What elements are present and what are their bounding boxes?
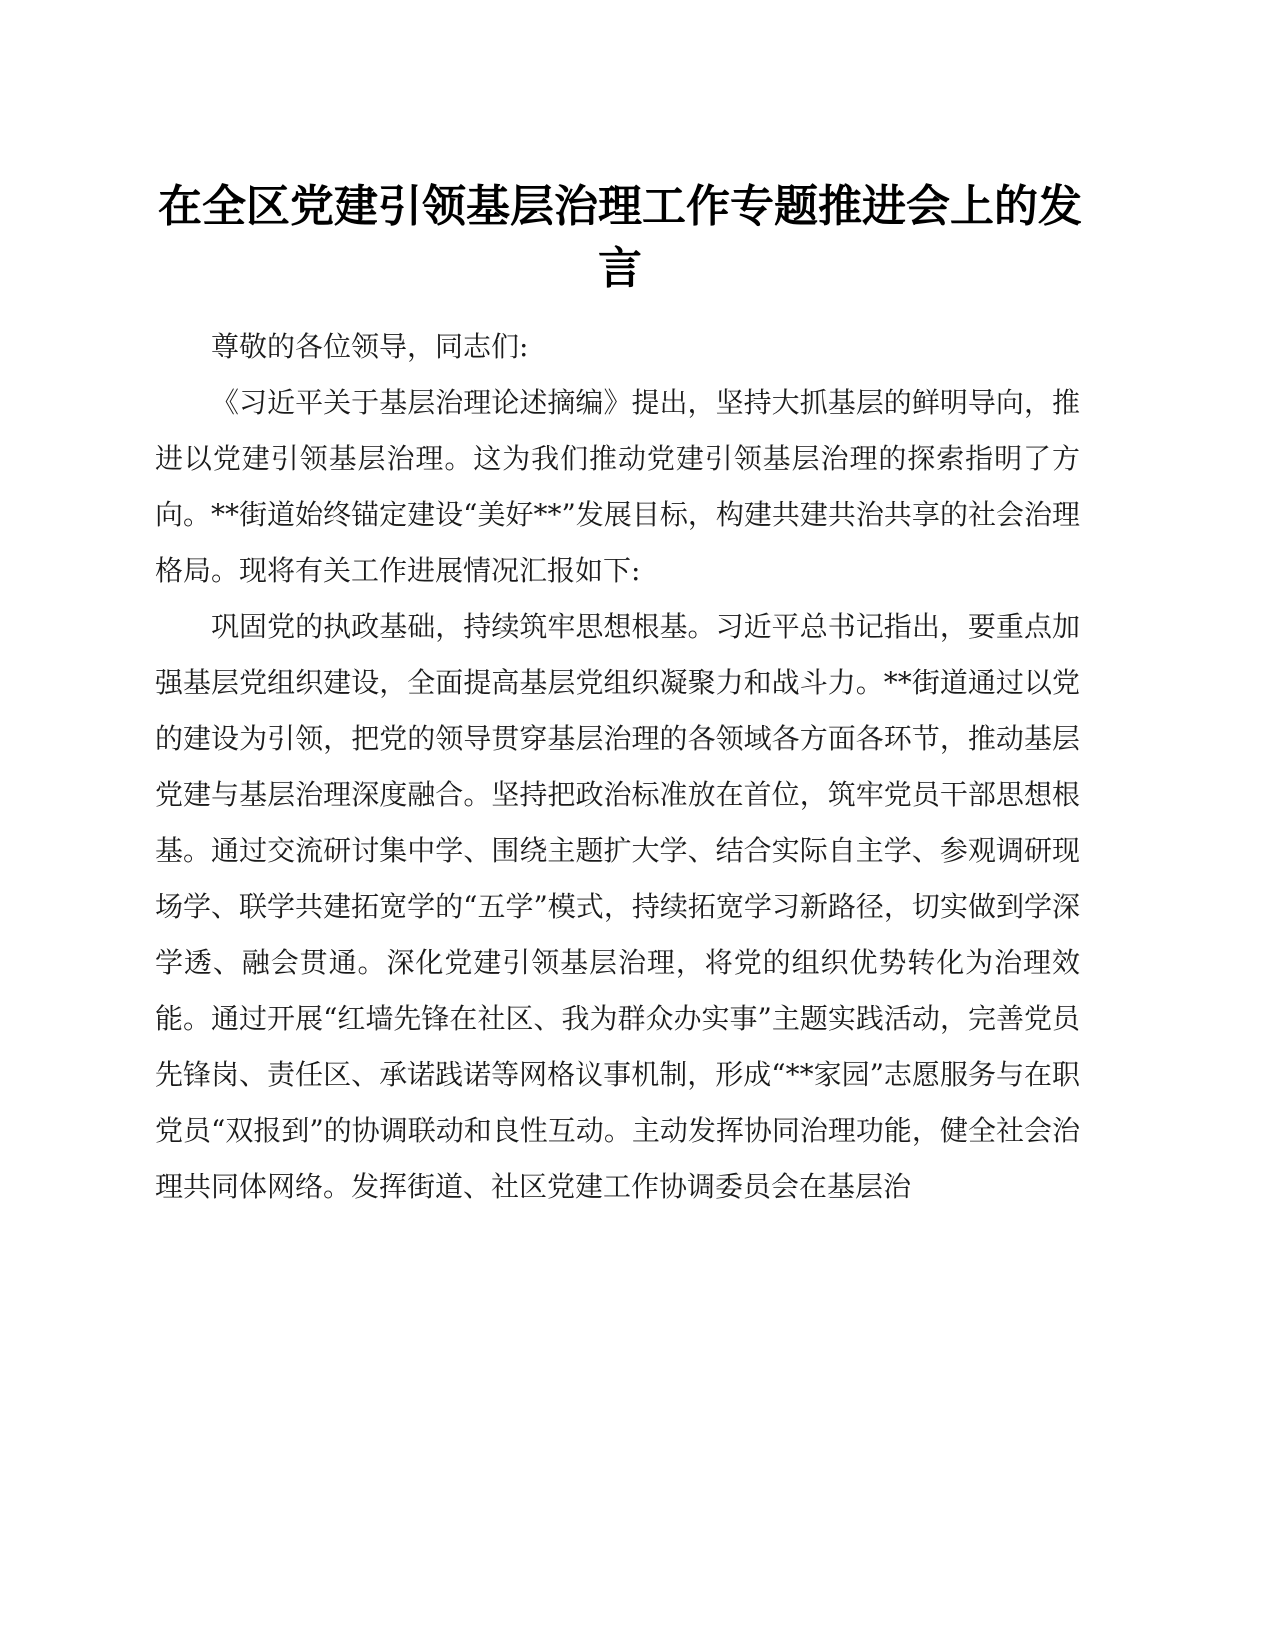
document-body: [155, 319, 1080, 1215]
salutation: 尊敬的各位领导，同志们:: [211, 330, 529, 363]
intro-paragraph: 《习近平关于基层治理论述摘编》提出，坚持大抓基层的鲜明导向，推进以党建引领基层治理。这为我们推动党建引领基层治理的探索指明了方向。**街道始终锚定建设“美好**”发展目标，构建共建共治共享的社会治理格局。现将有关工作进展情况汇报如下:: [155, 386, 1080, 587]
document-title: 在全区党建引领基层治理工作专题推进会上的发言: [158, 181, 1082, 294]
body-paragraph: 巩固党的执政基础，持续筑牢思想根基。习近平总书记指出，要重点加强基层党组织建设，全面提高基层党组织凝聚力和战斗力。**街道通过以党的建设为引领，把党的领导贯穿基层治理的各领域各方面各环节，推动基层党建与基层治理深度融合。坚持把政治标准放在首位，筑牢党员干部思想根基。通过交流研讨集中学、围绕主题扩大学、结合实际自主学、参观调研现场学、联学共建拓宽学的“五学”模式，持续拓宽学习新路径，切实做到学深学透、融会贯通。深化党建引领基层治理，将党的组织优势转化为治理效能。通过开展“红墙先锋在社区、我为群众办实事”主题实践活动，完善党员先锋岗、责任区、承诺践诺等网格议事机制，形成“**家园”志愿服务与在职党员“双报到”的协调联动和良性互动。主动发挥协同治理功能，健全社会治理共同体网络。发挥街道、社区党建工作协调委员会在基层治: [155, 610, 1080, 1203]
